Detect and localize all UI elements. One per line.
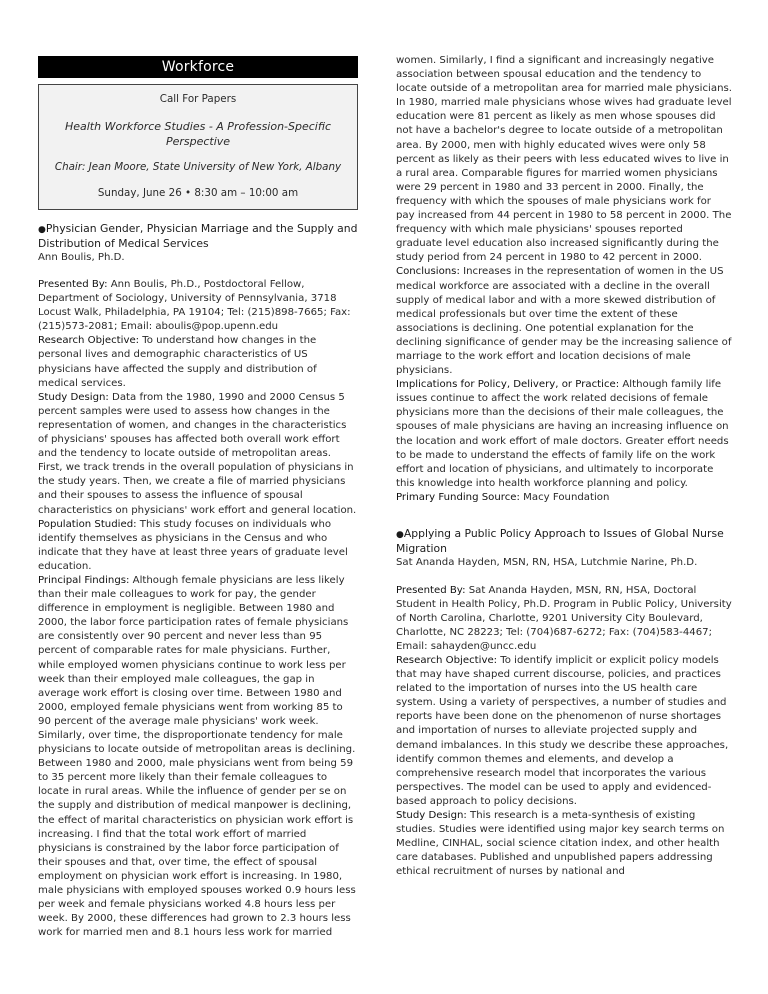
- research-objective: [396, 654, 732, 809]
- primary-funding: [396, 491, 732, 505]
- principal-findings-label: Principal Findings:: [38, 574, 130, 586]
- right-column: [396, 0, 732, 879]
- research-objective-text: To identify implicit or explicit policy models that may have shaped current discourse, policies, and practices related to the importation of nurses into the US health care system. Using a variety of perspectives, a number of studies and reports have been done on the phenomenon of nurse shortages and importation of nurses to alleviate projected supply and demand imbalances. In this study we describe these approaches, identify common themes and elements, and develop a comprehensive research model that incorporates the various perspectives. The model can be used to apply and evidenced-based approach to policy decisions.: [396, 654, 729, 807]
- abstract-authors: Ann Boulis, Ph.D.: [38, 251, 125, 263]
- presented-by-text: Ann Boulis, Ph.D., Postdoctoral Fellow, Department of Sociology, University of Pennsylvania, 3718 Locust Walk, Philadelphia, PA 19104; Tel: (215)898-7665; Fax: (215)573-2081; Email: aboulis@pop.upenn.edu: [38, 279, 351, 333]
- presented-by-label: Presented By:: [396, 584, 466, 596]
- study-design: [396, 809, 732, 879]
- section-banner: Workforce: [38, 56, 358, 78]
- abstract-title: [396, 527, 732, 556]
- abstract-title-text: Applying a Public Policy Approach to Issues of Global Nurse Migration: [396, 527, 724, 556]
- conclusions: [396, 265, 732, 378]
- conclusions-text: Increases in the representation of women in the US medical workforce are associated with a decline in the overall supply of medical labor and with a more skewed distribution of medical professionals but over time the extent of these associations is declining. One potential explanation for the declining significance of gender may be the increasing salience of marriage to the work effort and location decisions of male physicians.: [396, 266, 732, 377]
- presented-by-label: Presented By:: [38, 279, 108, 290]
- abstract-title: [38, 222, 358, 251]
- implications: [396, 378, 732, 491]
- implications-label: Implications for Policy, Delivery, or Practice:: [396, 379, 620, 391]
- presented-by: [396, 584, 732, 654]
- abstract-1-continued: [396, 54, 732, 505]
- abstract-1: [38, 222, 358, 941]
- bullet-icon: ●: [396, 530, 404, 540]
- session-chair: Chair: Jean Moore, State University of New York, Albany: [54, 160, 342, 173]
- research-objective-text: To understand how changes in the personal lives and demographic characteristics of US physicians have affected the supply and distribution of medical services.: [38, 335, 317, 389]
- principal-findings-text: Although female physicians are less likely than their male colleagues to work for pay, the gender difference in employment is negligible. Between 1980 and 2000, the labor force participation rates of female physicians are consistently over 90 percent and never less than 95 percent of comparable rates for male physicians. Further, while employed women physicians continue to work less per week than their employed male colleagues, the gap in average work effort is closing over time. Between 1980 and 2000, employed female physicians went from working 85 to 90 percent of the average male physicians' work week. Similarly, over time, the disproportionate tendency for male physicians to locate outside of metropolitan areas is declining. Between 1980 and 2000, male physicians went from being 59 to 35 percent more likely than their female colleagues to locate in rural areas. While the influence of gender per se on the supply and distribution of medical manpower is declining, the effect of marital characteristics on physician work effort is increasing. I find that the total work effort of married physicians is constrained by the labor force participation of their spouses and that, over time, the effect of spousal employment on physician work effort is increasing. In 1980, male physicians with employed spouses worked 0.9 hours less per week and female physicians worked 4.8 hours less per week. By 2000, these differences had grown to 2.3 hours less work for married men and 8.1 hours less work for married: [38, 574, 356, 939]
- study-design-label: Study Design:: [38, 391, 109, 403]
- implications-text: Although family life issues continue to affect the work related decisions of female physicians more than the decisions of their male colleagues, the spouses of male physicians are having an increasing influence on the location and work effort of male doctors. Greater effort needs to be made to understand the effects of family life on the work effort and location of physicians, and ultimately to incorporate this knowledge into health workforce planning and policy.: [396, 379, 729, 489]
- session-datetime: Sunday, June 26 • 8:30 am – 10:00 am: [97, 187, 299, 199]
- abstract-title-text: Physician Gender, Physician Marriage and the Supply and Distribution of Medical Services: [38, 221, 358, 250]
- call-for-papers-label: Call For Papers: [159, 93, 237, 105]
- population-studied-text: This study focuses on individuals who identify themselves as physicians in the Census and who indicate that they have at least three years of graduate level education.: [38, 518, 348, 572]
- population-studied: [38, 518, 358, 574]
- principal-findings: [38, 574, 358, 940]
- study-design-label: Study Design:: [396, 810, 467, 821]
- abstract-2: [396, 527, 732, 879]
- primary-funding-label: Primary Funding Source:: [396, 491, 520, 503]
- presented-by-text: Sat Ananda Hayden, MSN, RN, HSA, Doctoral Student in Health Policy, Ph.D. Program in Public Policy, University of North Carolina, Charlotte, 9201 University City Boulevard, Charlotte, NC 28223; Tel: (704)687-6272; Fax: (704)583-4467; Email: sahayden@uncc.edu: [396, 584, 732, 652]
- conclusions-label: Conclusions:: [396, 266, 460, 278]
- population-studied-label: Population Studied:: [38, 518, 137, 530]
- abstract-authors: Sat Ananda Hayden, MSN, RN, HSA, Lutchmie Narine, Ph.D.: [396, 557, 698, 569]
- study-design: [38, 391, 358, 518]
- left-column: [38, 0, 358, 940]
- study-design-text: This research is a meta-synthesis of existing studies. Studies were identified using major key search terms on Medline, CINHAL, social science citation index, and other health care databases. Published and unpublished papers addressing ethical recruitment of nurses by national and: [396, 810, 725, 878]
- presented-by: [38, 278, 358, 334]
- primary-funding-text: Macy Foundation: [519, 491, 610, 503]
- session-title: Health Workforce Studies - A Profession-Specific Perspective: [64, 119, 332, 148]
- study-design-text: Data from the 1980, 1990 and 2000 Census 5 percent samples were used to assess how changes in the representation of women, and changes in the characteristics of physicians' spouses has affected both overall work effort and the tendency to locate outside of metropolitan areas. First, we track trends in the overall population of physicians in the study years. Then, we create a file of married physicians and their spouses to assess the influence of spousal characteristics on physicians' work effort and general location.: [38, 391, 357, 516]
- research-objective-label: Research Objective:: [38, 335, 140, 347]
- research-objective-label: Research Objective:: [396, 654, 498, 666]
- bullet-icon: ●: [38, 224, 46, 235]
- session-info-box: [38, 84, 358, 210]
- research-objective: [38, 334, 358, 390]
- principal-findings-continued: women. Similarly, I find a significant and increasingly negative association between spousal education and the tendency to locate outside of a metropolitan area for married male physicians. In 1980, married male physicians whose wives had graduate level education were 81 percent as likely as men whose spouses did not have a bachelor's degree to locate outside of a metropolitan area. By 2000, men with highly educated wives were only 58 percent as likely as their peers with less educated wives to live in a rural area. Comparable figures for married women physicians were 29 percent in 1980 and 33 percent in 2000. Finally, the frequency with which the spouses of male physicians work for pay increased from 44 percent in 1980 to 58 percent in 2000. The frequency with which male physicians' spouses reported graduate level education also increased significantly during the study period from 24 percent in 1980 to 42 percent in 2000.: [396, 55, 732, 264]
